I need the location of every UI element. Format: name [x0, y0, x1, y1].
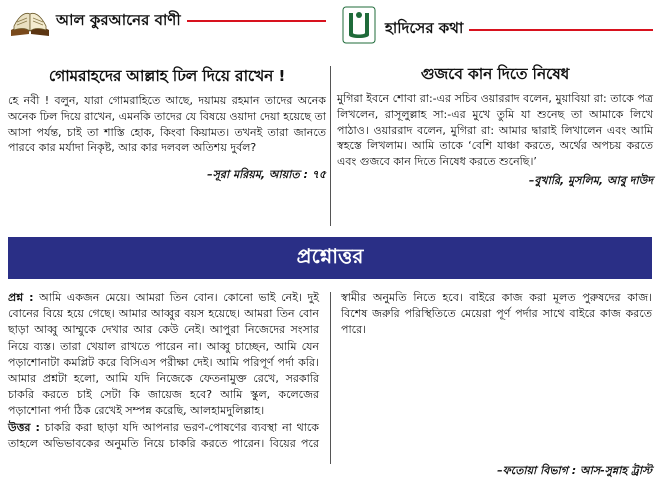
quran-section: [8, 4, 326, 185]
quran-header: [8, 4, 326, 38]
hadith-section-title: হাদিসের কথা: [385, 18, 464, 37]
answer-text: চাকরি করা ছাড়া যদি আপনার ভরণ-পোষণের ব্যবস্থা না থাকে তাহলে অভিভাবকের অনুমতি নিয়ে চাকরি করতে পারেন। বিয়ের পরে স্বামীর অনুমতি নিতে হবে। বাইরে কাজ করা মূলত পুরুষদের কাজ। বিশেষ জরুরি পরিস্থিতিতে মেয়েরা পূর্ণ পর্দার সাথে বাইরে কাজ করতে পারে।: [8, 291, 652, 450]
quran-book-icon: [8, 4, 52, 38]
top-column-divider: [330, 66, 331, 226]
qa-banner-title: প্রশ্নোত্তর: [296, 243, 364, 268]
quran-section-title: আল কুরআনের বাণী: [56, 10, 181, 29]
qa-question: [8, 290, 319, 420]
quran-header-rule: [187, 20, 326, 22]
quran-headline: গোমরাহদের আল্লাহ ঢিল দিয়ে রাখেন !: [48, 67, 286, 85]
qa-banner: [8, 237, 652, 279]
answer-label: উত্তর :: [8, 420, 40, 434]
question-label: প্রশ্ন :: [8, 291, 34, 304]
hadith-body: [337, 91, 653, 170]
hadith-headline: গুজবে কান দিতে নিষেধ: [420, 65, 570, 83]
quran-body-text: হে নবী ! বলুন, যারা গোমরাহিতে আছে, দয়াময় রহমান তাদের অনেক অনেক ঢিল দিয়ে রাখেন, এমনকি তাদের যে বিষয়ে ওয়াদা দেয়া হয়েছে তা আসা পর্যন্ত, চাই তা শাস্তি হোক, কিংবা কিয়ামত। তখনই তারা জানতে পারবে কার মর্যাদা নিকৃষ্ট, আর কার দলবল অতিশয় দুর্বল?: [8, 94, 326, 155]
hadith-source: –বুখারি, মুসলিম, আবু দাউদ: [528, 173, 653, 187]
qa-content: [8, 290, 652, 460]
hadith-header: [337, 4, 653, 46]
hadith-logo-icon: [337, 5, 381, 45]
hadith-body-text: মুগিরা ইবনে শোবা রা:-এর সচিব ওয়াররাদ বলেন, মুয়াবিয়া রা: তাকে পত্র লিখলেন, রাসূলুল্লাহ সা:-এর মুখে তুমি যা শুনেছ তা আমাকে লিখে পাঠাও। ওয়াররাদ বলেন, মুগিরা রা: আমার দ্বারাই লিখালেন এবং আমি স্বহস্তে লিখলাম। আমি তাকে ‘বেশি যাঞ্চা করতে, অর্থের অপচয় করতে এবং গুজবে কান দিতে নিষেধ করতে শুনেছি।’: [337, 92, 653, 169]
hadith-header-rule: [469, 29, 653, 31]
quran-source: –সূরা মরিয়ম, আয়াত : ৭৫: [207, 168, 326, 182]
quran-body: [8, 93, 326, 156]
hadith-section: [337, 4, 653, 191]
question-text: আমি একজন মেয়ে। আমরা তিন বোন। কোনো ভাই নেই। দুই বোনের বিয়ে হয়ে গেছে। আমার আব্বুর বয়স হয়েছে। আমরা তিন বোন ছাড়া আব্বু আম্মুকে দেখার আর কেউ নেই। আপুরা নিজেদের সংসার নিয়ে ব্যস্ত। তারা খেয়াল রাখতে পারেন না। আব্বু চাচ্ছেন, আমি যেন পড়াশোনাটা কমপ্লিট করে বিসিএস পরীক্ষা দেই। আমি পরিপূর্ণ পর্দা করি। আমার প্রশ্নটা হলো, আমি যদি নিজেকে ফেতনামুক্ত রেখে, সরকারি চাকরি করতে চাই সেটা কি জায়েজ হবে? আমি স্কুল, কলেজের পড়াশোনা পর্দা ঠিক রেখেই সম্পন্ন করেছি, আলহামদুলিল্লাহ।: [8, 291, 319, 418]
qa-source: –ফতোয়া বিভাগ : আস-সুন্নাহ ট্রাস্ট: [497, 464, 652, 477]
